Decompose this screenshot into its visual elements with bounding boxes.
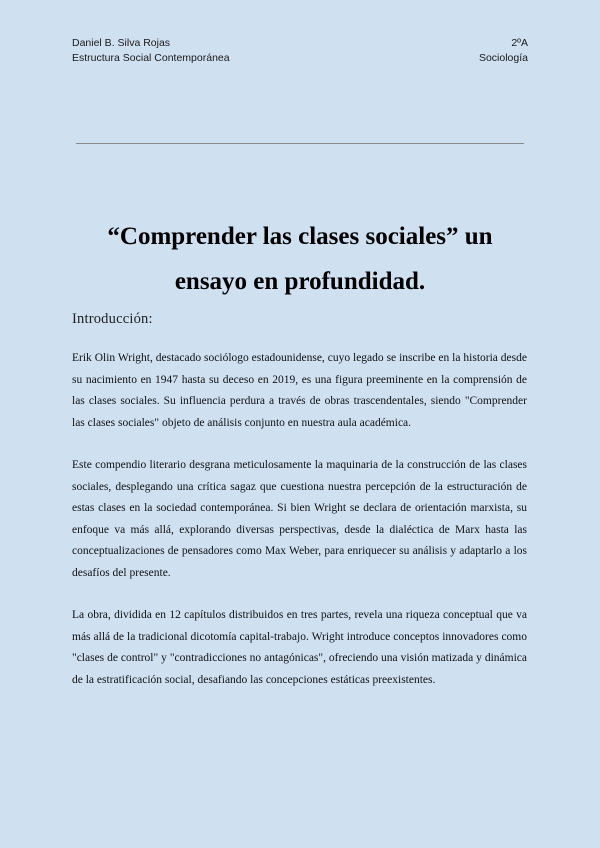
paragraph: Erik Olin Wright, destacado sociólogo estadounidense, cuyo legado se inscribe en la historia desde su nacimiento en 1947 hasta su deceso en 2019, es una figura preeminente en la comprensión de las clases sociales. Su influencia perdura a través de obras trascendentales, siendo "Comprender las clases sociales" objeto de análisis conjunto en nuestra aula académica. <box>72 352 527 429</box>
section-heading: Introducción: <box>72 311 153 327</box>
title-line-2: ensayo en profundidad. <box>174 268 426 295</box>
title-line-1: “Comprender las clases sociales” un <box>107 223 493 250</box>
paragraph: La obra, dividida en 12 capítulos distribuidos en tres partes, revela una riqueza conceptual que va más allá de la tradicional dicotomía capital-trabajo. Wright introduce conceptos innovadores como "clases de control" y "contradicciones no antagónicas", ofreciendo una visión matizada y dinámica de la estratificación social, desafiando las concepciones estáticas preexistentes. <box>72 609 527 686</box>
author-name: Daniel B. Silva Rojas <box>72 37 171 49</box>
subject-name: Sociología <box>478 52 528 64</box>
body-text <box>72 348 527 712</box>
paragraph: Este compendio literario desgrana meticulosamente la maquinaria de la construcción de las clases sociales, desplegando una crítica sagaz que cuestiona nuestra percepción de la estructuración de estas clases en la sociedad contemporánea. Si bien Wright se declara de orientación marxista, su enfoque va más allá, explorando diversas perspectivas, desde la dialéctica de Marx hasta las conceptualizaciones de pensadores como Max Weber, para enriquecer su análisis y adaptarlo a los desafíos del presente. <box>72 459 527 579</box>
course-name: Estructura Social Contemporánea <box>72 52 230 64</box>
document-title <box>60 214 540 304</box>
page-header <box>72 36 528 66</box>
grade-label: 2ºA <box>511 37 528 49</box>
header-divider <box>76 143 524 144</box>
